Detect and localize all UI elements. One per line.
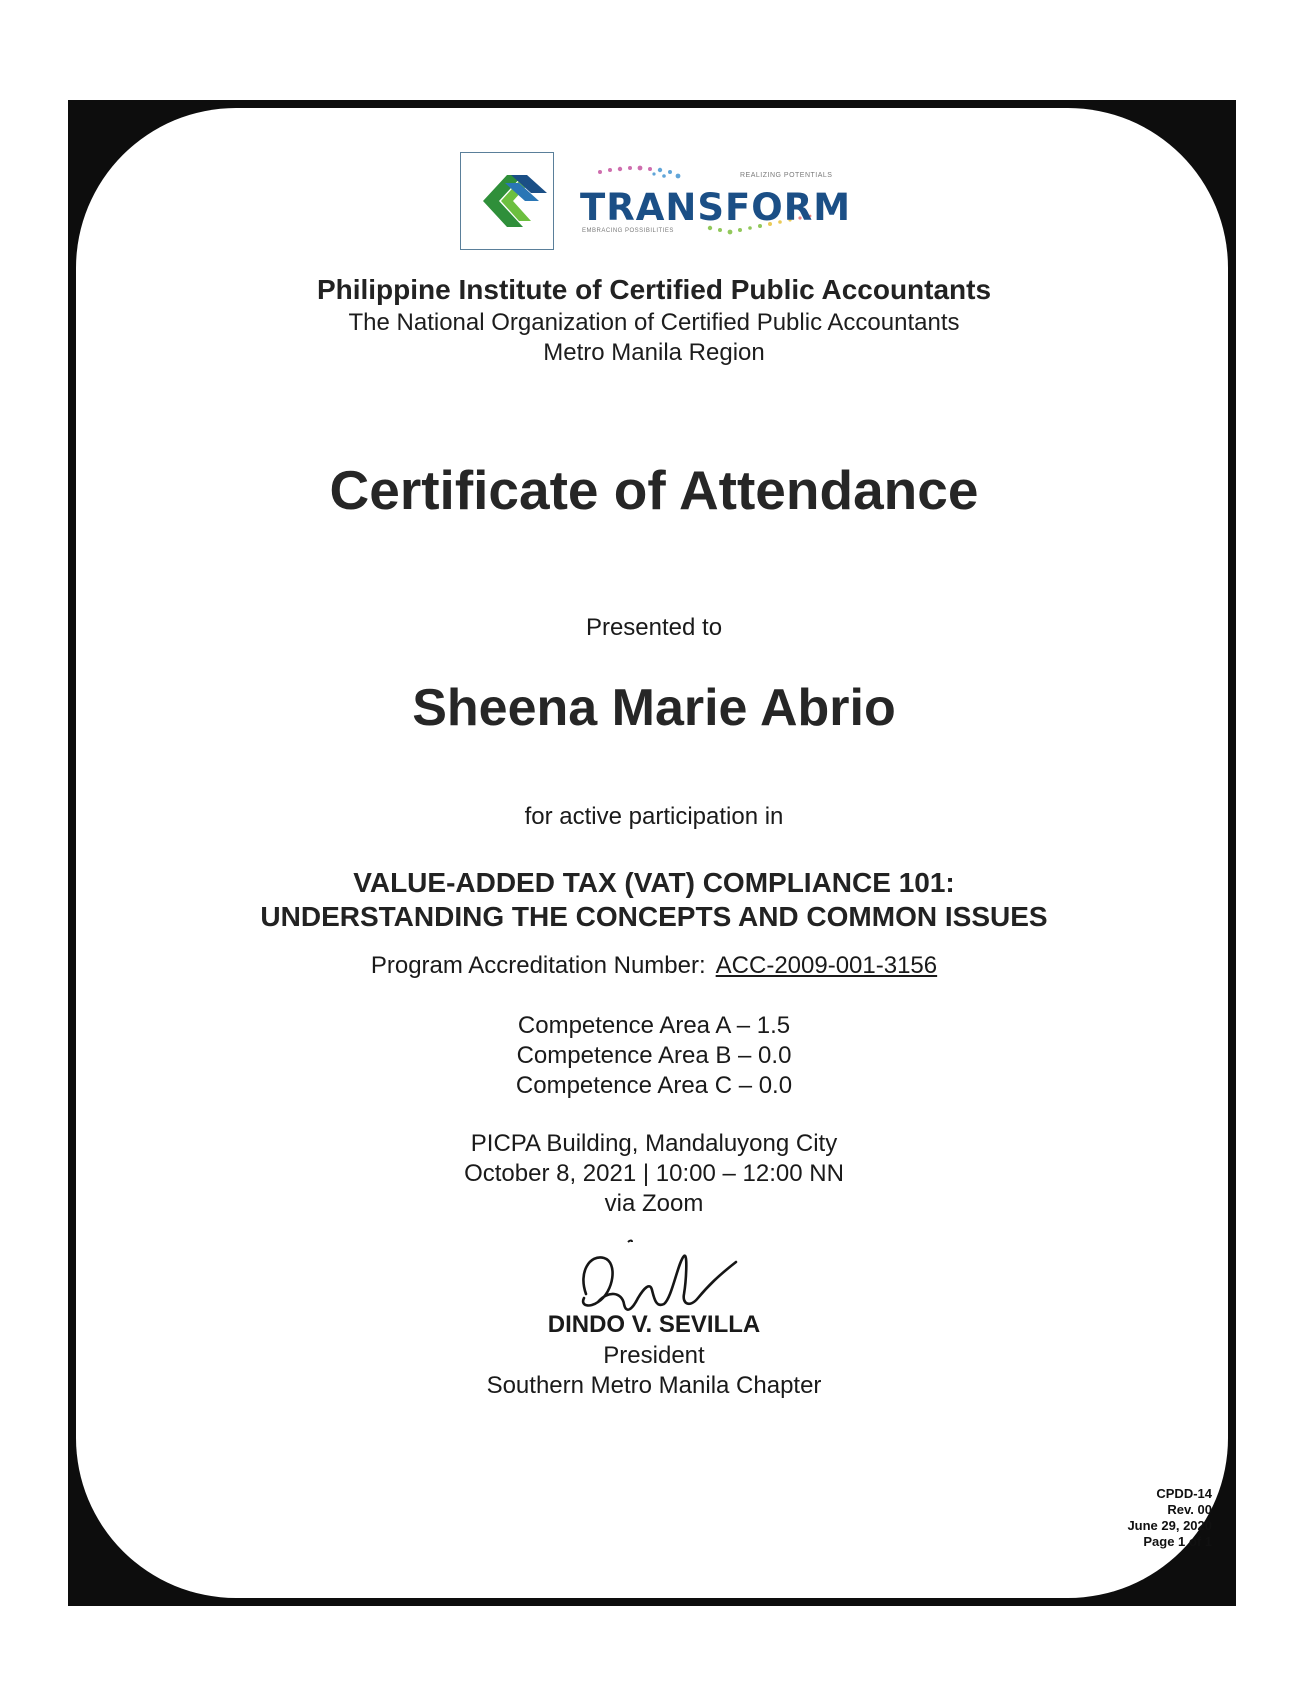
transform-wordmark [560,158,860,246]
signatory-position: President [603,1342,705,1369]
document-date: June 29, 2020 [1127,1518,1212,1533]
course-title-line-1: VALUE-ADDED TAX (VAT) COMPLIANCE 101: [353,867,955,898]
document-code: CPDD-14 [1156,1486,1212,1501]
document-page: Page 1 of 1 [1143,1534,1212,1549]
accreditation [0,952,1308,980]
event-mode: via Zoom [604,1190,704,1217]
course-title [0,866,1308,934]
event-schedule: October 8, 2021 | 10:00 – 12:00 NN [464,1160,844,1187]
competence-list [0,1011,1308,1101]
signatory-chapter: Southern Metro Manila Chapter [486,1372,822,1399]
event-details [0,1129,1308,1219]
organization-region: Metro Manila Region [543,339,765,366]
presented-to-label: Presented to [585,614,723,641]
document-revision: Rev. 00 [1167,1502,1212,1517]
event-venue: PICPA Building, Mandaluyong City [470,1130,838,1157]
accreditation-number: ACC-2009-001-3156 [715,952,938,979]
logo-tagline-bottom: EMBRACING POSSIBILITIES [582,228,674,234]
certificate-title: Certificate of Attendance [329,459,979,521]
course-title-line-2: UNDERSTANDING THE CONCEPTS AND COMMON ISSUES [260,901,1048,932]
participation-label: for active participation in [524,803,784,830]
accreditation-label: Program Accreditation Number: [370,952,706,979]
competence-item: Competence Area B – 0.0 [516,1042,792,1069]
competence-item: Competence Area A – 1.5 [517,1012,791,1039]
document-reference [1127,1486,1212,1550]
chevron-logo-icon [460,152,554,250]
logo-tagline-top: REALIZING POTENTIALS [740,172,833,179]
signatory-name: DINDO V. SEVILLA [547,1311,761,1338]
organization-name: Philippine Institute of Certified Public Accountants [316,274,992,305]
picpa-logo [460,152,860,252]
recipient-name: Sheena Marie Abrio [412,679,896,737]
organization-subtitle: The National Organization of Certified Public Accountants [348,309,960,336]
competence-item: Competence Area C – 0.0 [515,1072,793,1099]
transform-text: TRANSFORM [580,186,852,229]
signatory-details [0,1341,1308,1401]
